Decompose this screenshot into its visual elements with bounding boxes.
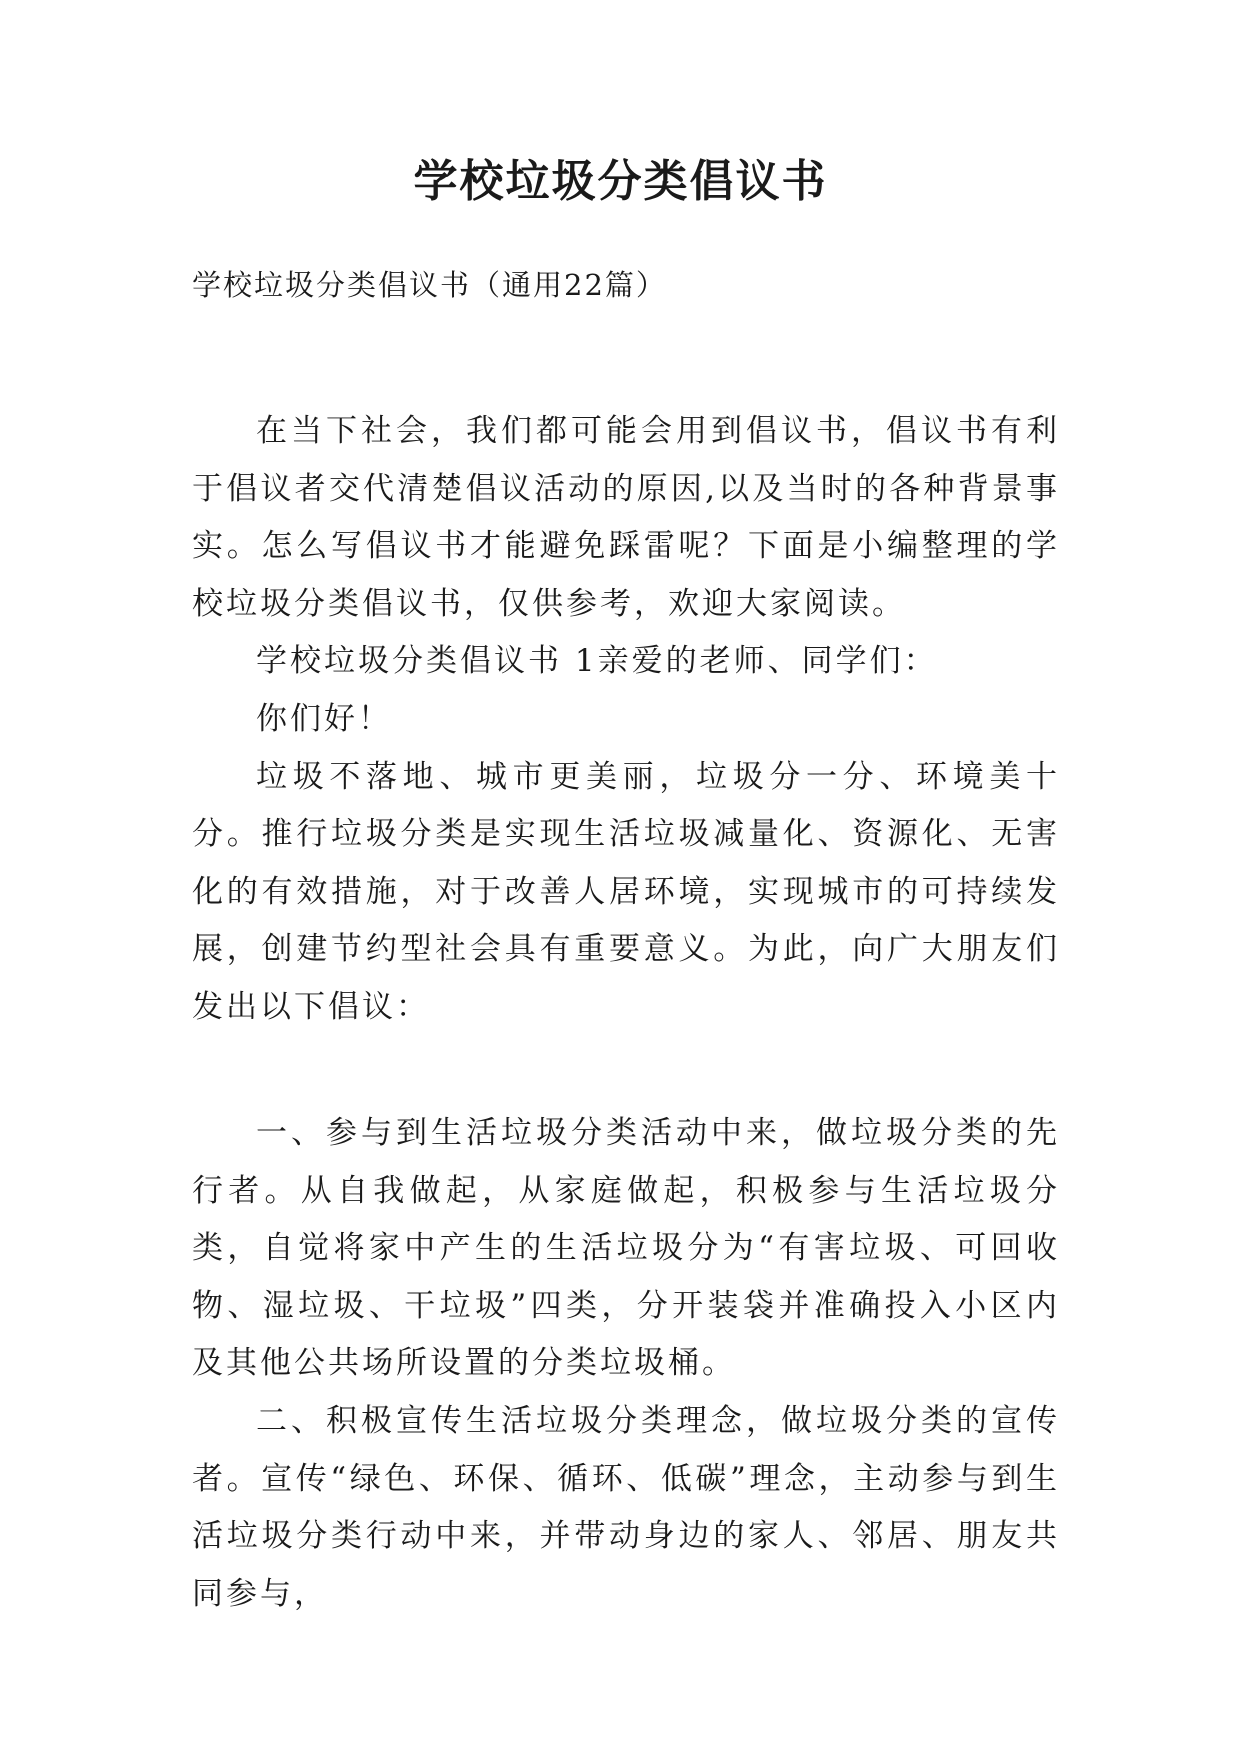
document-title: 学校垃圾分类倡议书 — [413, 156, 828, 207]
paragraph-letter-heading: 学校垃圾分类倡议书 1亲爱的老师、同学们： — [256, 643, 938, 680]
paragraph-intro: 在当下社会，我们都可能会用到倡议书，倡议书有利于倡议者交代清楚倡议活动的原因,以及当时的各种背景事实。怎么写倡议书才能避免踩雷呢？下面是小编整理的学校垃圾分类倡议书，仅供参考，欢迎大家阅读。 — [192, 413, 1060, 622]
paragraph-greeting: 你们好！ — [256, 700, 392, 737]
paragraph-motivation: 垃圾不落地、城市更美丽，垃圾分一分、环境美十分。推行垃圾分类是实现生活垃圾减量化、资源化、无害化的有效措施，对于改善人居环境，实现城市的可持续发展，创建节约型社会具有重要意义。为此，向广大朋友们发出以下倡议： — [192, 758, 1060, 1025]
body-section-proposals — [192, 1105, 1060, 1623]
paragraph-proposal-1: 一、参与到生活垃圾分类活动中来，做垃圾分类的先行者。从自我做起，从家庭做起，积极参与生活垃圾分类，自觉将家中产生的生活垃圾分为“有害垃圾、可回收物、湿垃圾、干垃圾”四类，分开装袋并准确投入小区内及其他公共场所设置的分类垃圾桶。 — [192, 1115, 1060, 1382]
document-subtitle: 学校垃圾分类倡议书（通用22篇） — [192, 268, 667, 302]
paragraph-proposal-2: 二、积极宣传生活垃圾分类理念，做垃圾分类的宣传者。宣传“绿色、环保、循环、低碳”理念，主动参与到生活垃圾分类行动中来，并带动身边的家人、邻居、朋友共同参与， — [192, 1402, 1060, 1612]
body-section-intro — [192, 403, 1060, 1037]
